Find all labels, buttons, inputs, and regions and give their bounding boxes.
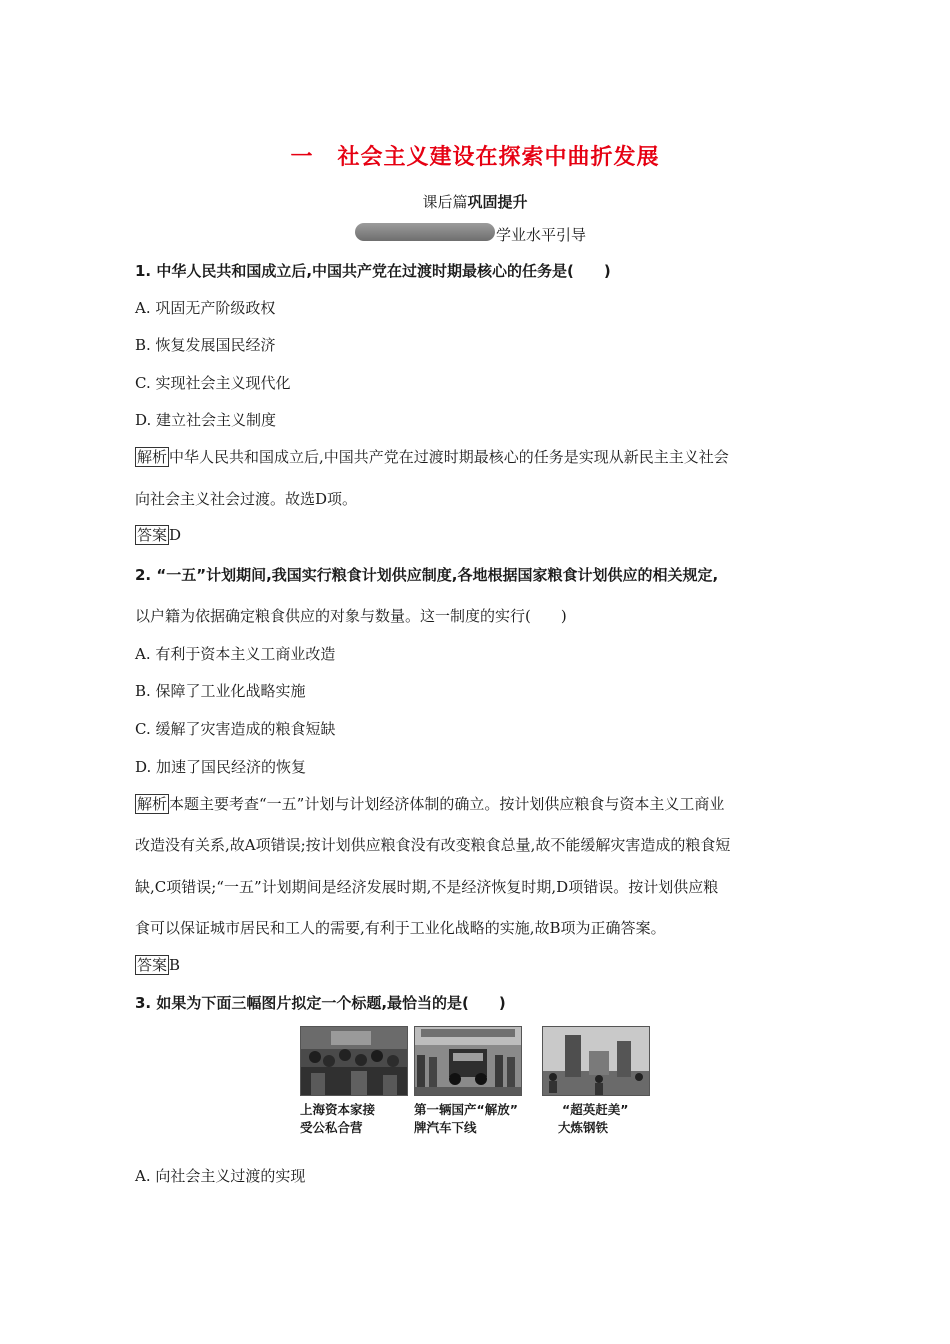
q3-photo-2: [414, 1026, 538, 1137]
q1-stem: [135, 260, 611, 281]
q2-answer-line: [135, 955, 180, 975]
q1-analysis-text-0: 中华人民共和国成立后,中国共产党在过渡时期最核心的任务是实现从新民主主义社会: [169, 448, 729, 466]
q3-photo-1: [300, 1026, 408, 1137]
q2-analysis-line: [135, 793, 724, 814]
q2-analysis-text-3: 食可以保证城市居民和工人的需要,有利于工业化战略的实施,故B项为正确答案。: [135, 919, 666, 937]
subtitle: [0, 191, 950, 212]
q3-stem: [135, 992, 506, 1013]
photo-steel-image: [542, 1026, 650, 1096]
photo-capitalists-image: [300, 1026, 408, 1096]
photo-caption-1-line-2: 受公私合营: [300, 1120, 363, 1135]
photo-caption-2: [414, 1101, 538, 1137]
q1-answer-tag: 答案: [137, 526, 168, 544]
photo-caption-2-line-2: 牌汽车下线: [414, 1120, 477, 1135]
q2-analysis-text-1: 改造没有关系,故A项错误;按计划供应粮食没有改变粮食总量,故不能缓解灾害造成的粮食短: [135, 836, 731, 854]
section-number: 一: [290, 145, 314, 170]
q2-option-a: A. 有利于资本主义工商业改造: [135, 645, 336, 663]
q1-answer: D: [169, 526, 182, 544]
section-title: [0, 140, 950, 171]
q3-stem-text: 3. 如果为下面三幅图片拟定一个标题,最恰当的是( ): [135, 994, 506, 1012]
q2-analysis-tag: 解析: [137, 795, 168, 813]
q1-analysis-tag: 解析: [137, 448, 168, 466]
photo-caption-1-line-1: 上海资本家接: [300, 1102, 376, 1117]
photo-caption-1: [300, 1101, 408, 1137]
q2-analysis-text-2: 缺,C项错误;“一五”计划期间是经济发展时期,不是经济恢复时期,D项错误。按计划供应粮: [135, 878, 719, 896]
q1-analysis-text-1: 向社会主义社会过渡。故选D项。: [135, 490, 358, 508]
q2-analysis-text-0: 本题主要考查“一五”计划与计划经济体制的确立。按计划供应粮食与资本主义工商业: [169, 795, 725, 813]
q2-option-c: C. 缓解了灾害造成的粮食短缺: [135, 720, 336, 738]
photo-caption-3: [542, 1101, 650, 1137]
level-banner-bar: [355, 223, 495, 241]
q3-photo-3: [542, 1026, 650, 1137]
q1-stem-text: 1. 中华人民共和国成立后,中国共产党在过渡时期最核心的任务是( ): [135, 262, 611, 280]
level-label: 学业水平引导: [496, 226, 587, 244]
section-title-text: 社会主义建设在探索中曲折发展: [337, 145, 660, 170]
q2-option-b: B. 保障了工业化战略实施: [135, 682, 306, 700]
subtitle-prefix: 课后篇: [422, 193, 468, 211]
q1-option-c: C. 实现社会主义现代化: [135, 374, 291, 392]
q2-answer-tag: 答案: [137, 956, 168, 974]
q1-answer-line: [135, 525, 181, 545]
q1-option-d: D. 建立社会主义制度: [135, 411, 277, 429]
q2-option-d: D. 加速了国民经济的恢复: [135, 758, 307, 776]
subtitle-bold: 巩固提升: [467, 193, 528, 211]
photo-caption-3-line-2: 大炼钢铁: [558, 1120, 609, 1135]
photo-caption-2-line-1: 第一辆国产“解放”: [414, 1102, 518, 1117]
q1-option-a: A. 巩固无产阶级政权: [135, 299, 276, 317]
photo-caption-3-line-1: “超英赶美”: [562, 1102, 629, 1117]
q2-stem-text-0: 2. “一五”计划期间,我国实行粮食计划供应制度,各地根据国家粮食计划供应的相关规定,: [135, 566, 719, 584]
q2-stem-1: 以户籍为依据确定粮食供应的对象与数量。这一制度的实行( ): [135, 607, 567, 625]
q3-option-a: A. 向社会主义过渡的实现: [135, 1167, 306, 1185]
q1-option-b: B. 恢复发展国民经济: [135, 336, 276, 354]
q2-stem-0: [135, 564, 718, 585]
photo-truck-image: [414, 1026, 522, 1096]
q1-analysis-line: [135, 446, 729, 467]
q2-answer: B: [169, 956, 181, 974]
